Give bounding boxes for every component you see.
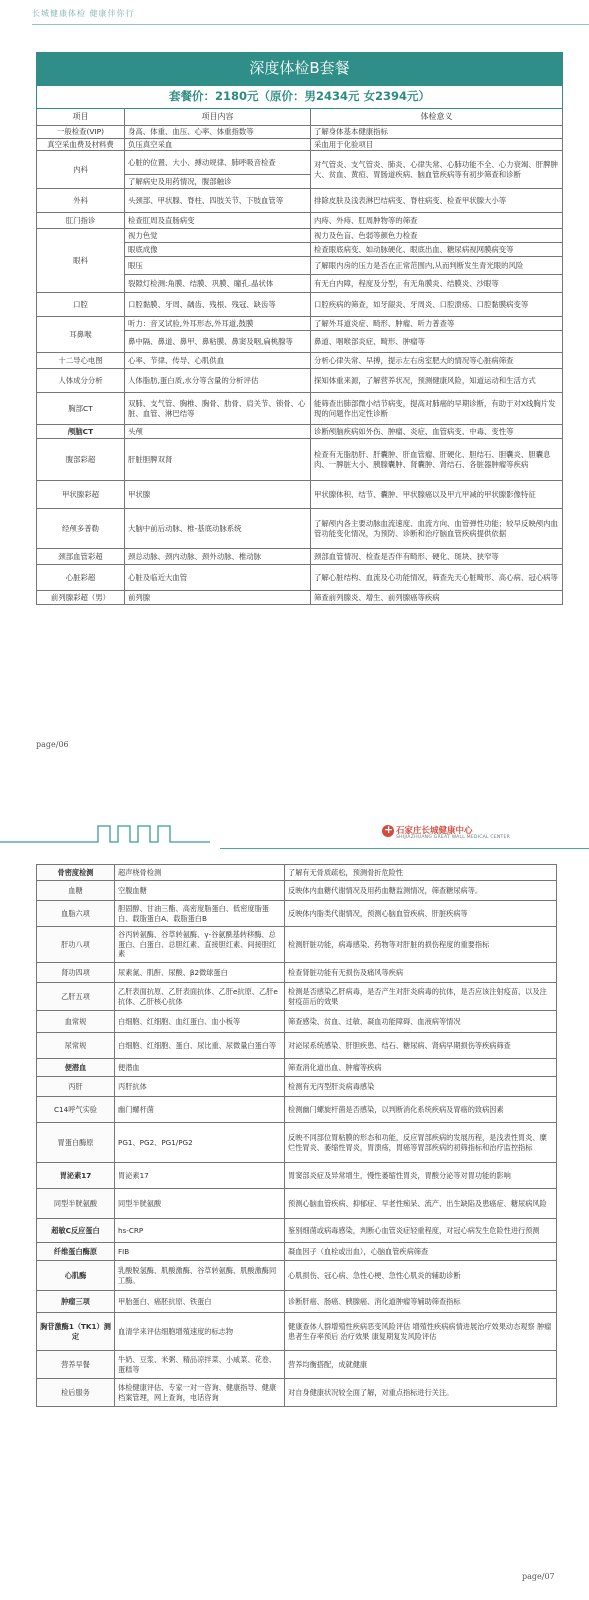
item-meaning-cell: 采血用于化验项目	[311, 138, 563, 151]
table-row	[37, 1033, 557, 1059]
item-name-cell: 乙肝五项	[37, 983, 115, 1011]
item-meaning-cell: 探知体重来源，了解营养状况，预测健康风险，知道运动和生活方式	[311, 369, 563, 393]
item-name-cell: 检后服务	[37, 1379, 115, 1407]
item-name-cell: 尿常规	[37, 1033, 115, 1059]
table-row	[37, 369, 563, 393]
table-row	[37, 481, 563, 509]
item-name-cell: 耳鼻喉	[37, 317, 125, 353]
package-b-table	[36, 52, 563, 605]
table-row	[37, 189, 563, 213]
item-content-cell: FIB	[115, 1243, 285, 1261]
item-name-cell: 超敏C反应蛋白	[37, 1219, 115, 1243]
item-name-cell: 骨密度检测	[37, 865, 115, 881]
item-content-cell: 白细胞、红细胞、蛋白、尿比重、尿微量白蛋白等	[115, 1033, 285, 1059]
item-name-cell: 颅脑CT	[37, 425, 125, 439]
item-content-cell: 眼压	[125, 257, 311, 275]
item-meaning-cell: 反映体内脂类代谢情况，预测心脑血管疾病、肝脏疾病等	[285, 901, 557, 927]
page-number: page/06	[36, 740, 69, 749]
item-meaning-cell: 了解心脏结构、血流及心功能情况，筛查先天心脏畸形、高心病、冠心病等	[311, 565, 563, 591]
table-row	[37, 1011, 557, 1033]
item-meaning-cell: 检测是否感染乙肝病毒，是否产生对肝炎病毒的抗体，是否应该注射疫苗，以及注射疫苗后的效果	[285, 983, 557, 1011]
page-06	[0, 0, 589, 770]
item-name-cell: 胃蛋白酶原	[37, 1123, 115, 1163]
table-row	[37, 1313, 557, 1351]
item-name-cell: 甲状腺彩超	[37, 481, 125, 509]
table-row	[37, 1291, 557, 1313]
item-meaning-cell: 筛查消化道出血、肿瘤等疾病	[285, 1059, 557, 1077]
table-row	[37, 317, 563, 331]
item-meaning-cell: 对气管炎、支气管炎、肺炎、心律失常、心肺功能不全、心力衰竭、肝脾肿大、贫血、黄疸、胃肠道疾病、脑血管疾病等有初步筛查和诊断	[311, 151, 563, 189]
item-meaning-cell: 筛查前列腺炎、增生、前列腺癌等疾病	[311, 591, 563, 605]
item-name-cell: 心脏彩超	[37, 565, 125, 591]
page-07	[0, 770, 589, 1600]
package-title: 深度体检B套餐	[37, 53, 563, 86]
item-meaning-cell: 能筛查出肺部微小结节病变，提高对肺癌的早期诊断，有助于对X线胸片发现的问题作出定性诊断	[311, 393, 563, 425]
item-name-cell: 胸苷激酶1（TK1）测定	[37, 1313, 115, 1351]
table-row	[37, 549, 563, 565]
item-content-cell: hs-CRP	[115, 1219, 285, 1243]
item-name-cell: 经颅多普勒	[37, 509, 125, 549]
item-content-cell: 心脏及临近大血管	[125, 565, 311, 591]
table-row	[37, 881, 557, 901]
item-name-cell: 血糖	[37, 881, 115, 901]
item-content-cell: 人体脂肪,蛋白质,水分等含量的分析评估	[125, 369, 311, 393]
item-content-cell: PG1、PG2、PG1/PG2	[115, 1123, 285, 1163]
item-meaning-cell: 内痔、外痔、肛周肿物等的筛查	[311, 213, 563, 229]
table-row	[37, 1219, 557, 1243]
item-content-cell: 空腹血糖	[115, 881, 285, 901]
table-row	[37, 1163, 557, 1189]
item-meaning-cell: 检测幽门螺旋杆菌是否感染，以判断消化系统疾病及胃癌的致病因素	[285, 1097, 557, 1123]
item-content-cell: 视力色觉	[125, 229, 311, 243]
item-content-cell: 头颅	[125, 425, 311, 439]
item-meaning-cell: 了解眼内房的压力是否在正常范围内,从而判断发生青光眼的风险	[311, 257, 563, 275]
item-content-cell: 裂隙灯检测:角膜、结膜、巩膜、瞳孔.晶状体	[125, 275, 311, 293]
header-slogan: 长城健康体检 健康伴你行	[32, 9, 135, 18]
item-content-cell: 前列腺	[125, 591, 311, 605]
item-name-cell: 前列腺彩超（男）	[37, 591, 125, 605]
item-content-cell: 甲状腺	[125, 481, 311, 509]
item-meaning-cell: 分析心律失常、早搏，提示左右房室肥大的情况等心脏病筛查	[311, 353, 563, 369]
center-logo	[382, 824, 582, 848]
item-meaning-cell: 反映体内血糖代谢情况及用药血糖监测情况，筛查糖尿病等。	[285, 881, 557, 901]
item-content-cell: 体检健康评估、专家一对一咨询、健康指导、健康档案管理，网上查询，电话咨询	[115, 1379, 285, 1407]
item-content-cell: 鼻中隔、鼻道、鼻甲、鼻粘膜、鼻窦及咽,扁桃腺等	[125, 331, 311, 353]
column-header-item: 项目	[37, 109, 125, 126]
item-name-cell: 眼科	[37, 229, 125, 293]
item-name-cell: 口腔	[37, 293, 125, 317]
item-content-cell: 眼底成像	[125, 243, 311, 257]
item-name-cell: 一般检查(VIP)	[37, 126, 125, 139]
item-meaning-cell: 了解颅内各主要动脉血流速度、血流方向、血管弹性功能；较早反映颅内血管功能变化情况，为预防、诊断和治疗脑血管疾病提供依据	[311, 509, 563, 549]
item-name-cell: 肝功八项	[37, 927, 115, 963]
item-content-cell: 颈总动脉、颈内动脉、颈外动脉、椎动脉	[125, 549, 311, 565]
item-meaning-cell: 口腔疾病的筛查，如牙龈炎、牙周炎、口腔溃疡、口腔黏膜病变等	[311, 293, 563, 317]
item-content-cell: 心率、节律、传导、心肌供血	[125, 353, 311, 369]
item-content-cell: 口腔黏膜、牙周、龋齿、残根、残冠、缺齿等	[125, 293, 311, 317]
item-meaning-cell: 鉴别细菌或病毒感染，判断心血管炎症轻重程度，对冠心病发生危险性进行预测	[285, 1219, 557, 1243]
item-name-cell: 肾功四项	[37, 963, 115, 983]
table-row	[37, 1261, 557, 1291]
item-name-cell: 内科	[37, 151, 125, 189]
item-content-cell: 负压真空采血	[125, 138, 311, 151]
item-content-cell: 尿素氮、肌酐、尿酸、β2微球蛋白	[115, 963, 285, 983]
item-content-cell: 乙肝表面抗原、乙肝表面抗体、乙肝e抗原、乙肝e抗体、乙肝核心抗体	[115, 983, 285, 1011]
item-meaning-cell: 有无白内障，程度及分型，有无角膜炎、结膜炎、沙眼等	[311, 275, 563, 293]
item-meaning-cell: 颈部血管情况、检查是否伴有畸形、硬化、斑块、狭窄等	[311, 549, 563, 565]
logo-divider	[220, 848, 589, 849]
item-name-cell: 同型半胱氨酸	[37, 1189, 115, 1219]
table-row	[37, 439, 563, 481]
table-row	[37, 1243, 557, 1261]
item-name-cell: 腹部彩超	[37, 439, 125, 481]
item-name-cell: 营养早餐	[37, 1351, 115, 1379]
table-row	[37, 1351, 557, 1379]
item-name-cell: 颈部血管彩超	[37, 549, 125, 565]
item-meaning-cell: 排除皮肤及浅表淋巴结病变、脊柱病变、检查甲状腺大小等	[311, 189, 563, 213]
table-row	[37, 293, 563, 317]
item-content-cell: 检查肛周及直肠病变	[125, 213, 311, 229]
table-row	[37, 393, 563, 425]
item-content-cell: 听力：音叉试验,外耳形态,外耳道,鼓膜	[125, 317, 311, 331]
item-content-cell: 血清学来评估细胞增殖速度的标志物	[115, 1313, 285, 1351]
item-content-cell: 丙肝抗体	[115, 1077, 285, 1097]
package-price: 套餐价：2180元（原价：男2434元 女2394元）	[37, 86, 563, 109]
item-name-cell: 胸部CT	[37, 393, 125, 425]
item-name-cell: C14呼气实验	[37, 1097, 115, 1123]
item-content-cell: 胃泌素17	[115, 1163, 285, 1189]
item-content-cell: 了解病史及用药情况，腹部触诊	[125, 175, 311, 189]
item-content-cell: 乳酸脱氢酶、肌酸激酶、谷草转氨酶、肌酸激酶同工酶。	[115, 1261, 285, 1291]
header-divider	[32, 24, 589, 25]
item-name-cell: 肛门指诊	[37, 213, 125, 229]
table-row	[37, 1189, 557, 1219]
item-content-cell: 同型半胱氨酸	[115, 1189, 285, 1219]
item-content-cell: 牛奶、豆浆、米粥、精品凉拌菜、小咸菜、花卷、蛋糕等	[115, 1351, 285, 1379]
table-row	[37, 151, 563, 175]
item-meaning-cell: 对泌尿系统感染、肝胆疾患、结石、糖尿病、肾病早期损伤等疾病筛查	[285, 1033, 557, 1059]
table-row	[37, 1097, 557, 1123]
item-content-cell: 胆固醇、甘油三酯、高密度脂蛋白、低密度脂蛋白、载脂蛋白A、载脂蛋白B	[115, 901, 285, 927]
item-meaning-cell: 预测心脑血管疾病、抑郁症、早老性痴呆、流产、出生缺陷及患癌症、糖尿病风险	[285, 1189, 557, 1219]
table-row	[37, 1077, 557, 1097]
logo-english-name: SHIJIAZHUANG GREAT WALL MEDICAL CENTER	[396, 835, 511, 840]
item-name-cell: 肿瘤三项	[37, 1291, 115, 1313]
item-content-cell: 大脑中前后动脉、椎-基底动脉系统	[125, 509, 311, 549]
table-row	[37, 591, 563, 605]
item-content-cell: 甲胎蛋白、癌胚抗原、铁蛋白	[115, 1291, 285, 1313]
item-name-cell: 纤维蛋白酶原	[37, 1243, 115, 1261]
item-meaning-cell: 心肌损伤、冠心病、急性心梗、急性心肌炎的辅助诊断	[285, 1261, 557, 1291]
item-meaning-cell: 了解身体基本健康指标	[311, 126, 563, 139]
table-row	[37, 927, 557, 963]
item-meaning-cell: 检查肾脏功能有无损伤及痛风等疾病	[285, 963, 557, 983]
lab-tests-table	[36, 864, 557, 1407]
decorative-wave-line	[0, 820, 210, 846]
item-content-cell: 身高、体重、血压、心率、体重指数等	[125, 126, 311, 139]
table-row	[37, 1059, 557, 1077]
table-row	[37, 213, 563, 229]
item-content-cell: 头颈部、甲状腺、脊柱、四肢关节、下肢血管等	[125, 189, 311, 213]
table-row	[37, 1123, 557, 1163]
item-name-cell: 血常规	[37, 1011, 115, 1033]
item-name-cell: 外科	[37, 189, 125, 213]
table-row	[37, 229, 563, 243]
item-meaning-cell: 诊断颅脑疾病如外伤、肿瘤、炎症、血管病变、中毒、变性等	[311, 425, 563, 439]
item-content-cell: 谷丙转氨酶、谷草转氨酶、γ-谷氨酰基转移酶、总蛋白、白蛋白、总胆红素、直接胆红素、间接胆红素	[115, 927, 285, 963]
item-meaning-cell: 检测有无丙型肝炎病毒感染	[285, 1077, 557, 1097]
item-meaning-cell: 胃窦部炎症及异常增生，慢性萎缩性胃炎，胃酸分泌等对胃功能的影响	[285, 1163, 557, 1189]
item-meaning-cell: 了解有无骨质疏松，预测骨折危险性	[285, 865, 557, 881]
table-row	[37, 963, 557, 983]
table-row	[37, 353, 563, 369]
column-header-content: 项目内容	[125, 109, 311, 126]
table-row	[37, 126, 563, 139]
item-meaning-cell: 反映不同部位胃粘膜的形态和功能，反应胃部疾病的发展历程，是浅表性胃炎、糜烂性胃炎、萎缩性胃炎，胃溃疡，胃癌等胃部疾病的初筛指标和治疗监控指标	[285, 1123, 557, 1163]
item-content-cell: 超声桡骨检测	[115, 865, 285, 881]
item-meaning-cell: 检测肝脏功能，病毒感染、药物等对肝脏的损伤程度的重要指标	[285, 927, 557, 963]
item-content-cell: 白细胞、红细胞、血红蛋白、血小板等	[115, 1011, 285, 1033]
table-row	[37, 425, 563, 439]
item-meaning-cell: 健康查体人群增殖性疾病恶变风险评估 增殖性疾病病情进展治疗效果动态观察 肿瘤患者生存率预后 治疗效果 康复期复发风险评估	[285, 1313, 557, 1351]
column-header-meaning: 体检意义	[311, 109, 563, 126]
item-content-cell: 幽门螺杆菌	[115, 1097, 285, 1123]
item-meaning-cell: 筛查感染、贫血、过敏、凝血功能障碍、血液病等情况	[285, 1011, 557, 1033]
item-name-cell: 血脂六项	[37, 901, 115, 927]
item-name-cell: 胃泌素17	[37, 1163, 115, 1189]
item-name-cell: 人体成分分析	[37, 369, 125, 393]
table-header-row	[37, 109, 563, 126]
table-row	[37, 901, 557, 927]
logo-chinese-name: 石家庄长城健康中心	[396, 826, 473, 836]
item-meaning-cell: 检查眼底病变、如动脉硬化、眼底出血、糖尿病视网膜病变等	[311, 243, 563, 257]
table-row	[37, 865, 557, 881]
item-meaning-cell: 甲状腺体积、结节、囊肿、甲状腺癌以及甲亢甲减的甲状腺影像特征	[311, 481, 563, 509]
page-number: page/07	[522, 1572, 555, 1581]
item-meaning-cell: 营养均衡搭配，成就健康	[285, 1351, 557, 1379]
item-meaning-cell: 检查有无脂肪肝、肝囊肿、肝血管瘤、肝硬化、胆结石、胆囊炎、胆囊息肉、一脾脏大小、胰腺囊肿、肾囊肿、肾结石、各脏器肿瘤等疾病	[311, 439, 563, 481]
item-meaning-cell: 诊断肝癌、肠癌、胰腺癌、消化道肿瘤等辅助筛查指标	[285, 1291, 557, 1313]
medical-cross-icon	[382, 825, 394, 837]
item-meaning-cell: 鼻道、咽喉部炎症、畸形、肿瘤等	[311, 331, 563, 353]
table-row	[37, 565, 563, 591]
table-row	[37, 509, 563, 549]
item-name-cell: 便潜血	[37, 1059, 115, 1077]
item-name-cell: 心肌酶	[37, 1261, 115, 1291]
item-name-cell: 丙肝	[37, 1077, 115, 1097]
item-content-cell: 双肺、支气管、胸椎、胸骨、肋骨、肩关节、锁骨、心脏、血管、淋巴结等	[125, 393, 311, 425]
item-content-cell: 心脏的位置、大小、搏动规律、肺呼吸音检查	[125, 151, 311, 175]
item-meaning-cell: 视力及色盲、色弱等颜色力检查	[311, 229, 563, 243]
item-name-cell: 真空采血费及材料费	[37, 138, 125, 151]
item-meaning-cell: 对自身健康状况较全面了解，对重点指标进行关注。	[285, 1379, 557, 1407]
item-content-cell: 肝脏胆脾双肾	[125, 439, 311, 481]
item-meaning-cell: 凝血因子（血栓或出血），心脑血管疾病筛查	[285, 1243, 557, 1261]
table-row	[37, 983, 557, 1011]
item-meaning-cell: 了解外耳道炎症、畸形、肿瘤、听力普查等	[311, 317, 563, 331]
table-row	[37, 1379, 557, 1407]
table-row	[37, 138, 563, 151]
item-name-cell: 十二导心电图	[37, 353, 125, 369]
item-content-cell: 便潜血	[115, 1059, 285, 1077]
